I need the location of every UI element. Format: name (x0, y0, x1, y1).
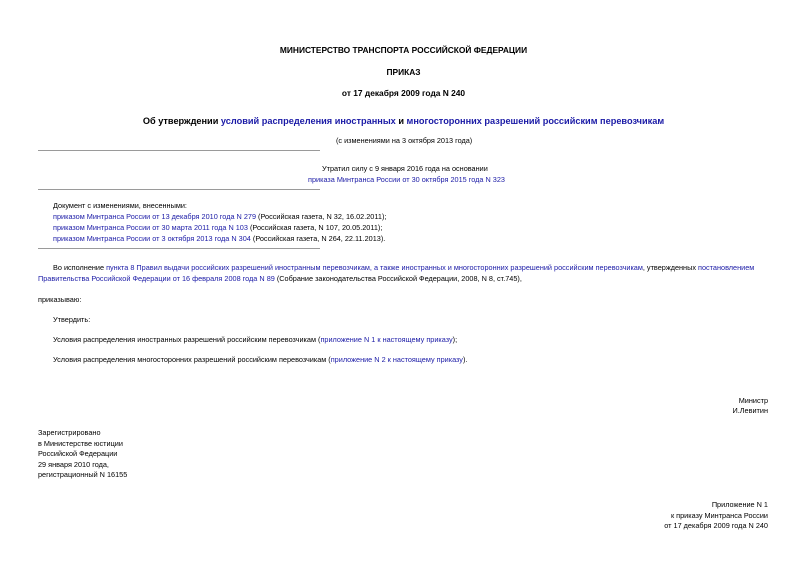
divider (38, 150, 320, 151)
preamble-text: , утвержденных (642, 263, 699, 272)
validity-text: Утратил силу с 9 января 2016 года на основании (322, 164, 488, 173)
amended-note: (с изменениями на 3 октября 2013 года) (336, 136, 473, 145)
approve-word: Утвердить: (53, 315, 91, 324)
registration-line: Зарегистрировано (38, 428, 101, 437)
title-link-foreign-permits[interactable]: условий распределения иностранных (220, 116, 396, 126)
change-item-link[interactable]: приказом Минтранса России от 3 октября 2013 года N 304 (53, 234, 251, 243)
approved-item-2 (53, 355, 467, 366)
change-item-source: (Российская газета, N 107, 20.05.2011); (247, 223, 383, 232)
rules-link[interactable]: пункта 8 Правил выдачи российских разрешений иностранным перевозчикам, а также иностранных и многосторонних разрешений российским перевозчикам (106, 263, 643, 272)
title-and: и (395, 116, 407, 126)
resolution-link-cont[interactable]: Правительства Российской Федерации от 16 февраля 2008 года N 89 (38, 274, 275, 283)
registration-line: в Министерстве юстиции (38, 438, 123, 448)
change-item (53, 223, 382, 234)
divider (38, 248, 320, 249)
change-item-link[interactable]: приказом Минтранса России от 13 декабря 2010 года N 279 (53, 212, 257, 221)
appendix-2-link[interactable]: приложение N 2 к настоящему приказу (330, 355, 463, 364)
preamble-text: (Собрание законодательства Российской Федерации, 2008, N 8, ст.745), (274, 274, 522, 283)
registration-line: Российской Федерации (38, 449, 118, 459)
preamble-line-1 (53, 263, 754, 274)
item-text: ); (452, 335, 458, 344)
resolution-link[interactable]: постановлением (698, 263, 755, 272)
preamble-text: Во исполнение (53, 263, 107, 272)
change-item-link[interactable]: приказом Минтранса России от 30 марта 2011 года N 103 (53, 223, 248, 232)
appendix-line: от 17 декабря 2009 года N 240 (664, 521, 768, 531)
registration-block (38, 428, 127, 481)
appendix-line: Приложение N 1 (711, 500, 768, 509)
order-word: приказываю: (38, 295, 82, 304)
signature-position: Министр (738, 396, 768, 405)
item-text: ). (462, 355, 468, 364)
date-number-heading: от 17 декабря 2009 года N 240 (341, 88, 466, 98)
change-item (53, 234, 385, 245)
registration-line: регистрационный N 16155 (38, 470, 128, 480)
doc-type-heading: ПРИКАЗ (386, 67, 421, 77)
registration-line: 29 января 2010 года, (38, 459, 109, 469)
appendix-heading (664, 500, 768, 532)
item-text: Условия распределения многосторонних разрешений российским перевозчикам ( (53, 355, 331, 364)
divider (38, 189, 320, 190)
signature-name: И.Левитин (732, 406, 768, 415)
ministry-heading: МИНИСТЕРСТВО ТРАНСПОРТА РОССИЙСКОЙ ФЕДЕРАЦИИ (279, 45, 528, 55)
change-item-source: (Российская газета, N 264, 22.11.2013). (250, 234, 386, 243)
appendix-line: к приказу Минтранса России (670, 510, 768, 520)
approved-item-1 (53, 335, 457, 346)
changes-intro: Документ с изменениями, внесенными: (53, 201, 187, 210)
validity-link[interactable]: приказа Минтранса России от 30 октября 2015 года N 323 (308, 175, 505, 184)
item-text: Условия распределения иностранных разрешений российским перевозчикам ( (53, 335, 321, 344)
change-item-source: (Российская газета, N 32, 16.02.2011); (256, 212, 387, 221)
preamble-line-2 (38, 274, 522, 285)
document-title (0, 116, 807, 127)
title-prefix: Об утверждении (142, 116, 221, 126)
change-item (53, 212, 386, 223)
title-link-multilateral-permits[interactable]: многосторонних разрешений российским перевозчикам (406, 116, 665, 126)
appendix-1-link[interactable]: приложение N 1 к настоящему приказу (320, 335, 453, 344)
